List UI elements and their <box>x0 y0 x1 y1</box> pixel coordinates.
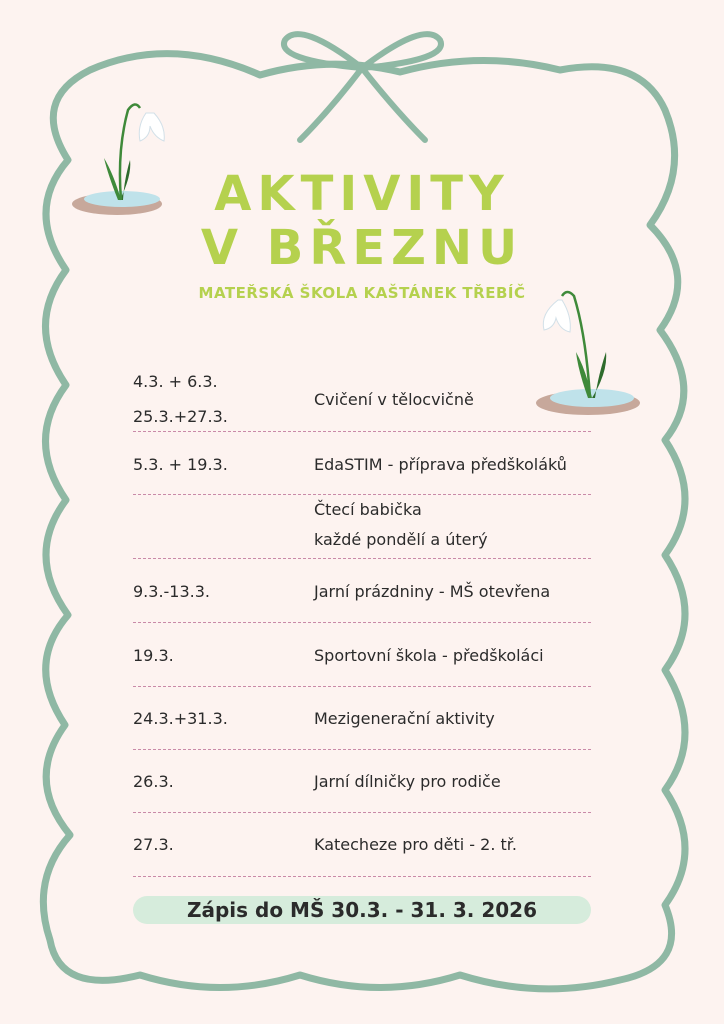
row-activity: Sportovní škola - předškoláci <box>314 646 544 665</box>
row-date: 5.3. + 19.3. <box>133 455 228 474</box>
divider <box>133 749 591 750</box>
page-title-line-2: V BŘEZNU <box>200 220 524 276</box>
divider <box>133 876 591 877</box>
row-activity: Čtecí babička <box>314 500 422 519</box>
row-date: 26.3. <box>133 772 174 791</box>
divider <box>133 622 591 623</box>
row-date: 24.3.+31.3. <box>133 709 228 728</box>
divider <box>133 558 591 559</box>
row-activity: Jarní dílničky pro rodiče <box>314 772 501 791</box>
page-title: AKTIVITY <box>214 166 510 222</box>
snowdrop-icon <box>536 292 640 415</box>
row-date: 4.3. + 6.3. <box>133 372 218 391</box>
row-activity: Katecheze pro děti - 2. tř. <box>314 835 517 854</box>
row-date: 9.3.-13.3. <box>133 582 211 601</box>
divider <box>133 431 591 432</box>
row-activity-detail: každé pondělí a úterý <box>314 530 488 549</box>
row-date: 25.3.+27.3. <box>133 407 228 426</box>
row-activity: EdaSTIM - příprava předškoláků <box>314 455 567 474</box>
row-activity: Jarní prázdniny - MŠ otevřena <box>314 582 551 601</box>
enrollment-badge: Zápis do MŠ 30.3. - 31. 3. 2026 <box>133 896 591 924</box>
school-name: MATEŘSKÁ ŠKOLA KAŠTÁNEK TŘEBÍČ <box>198 284 526 302</box>
row-activity: Cvičení v tělocvičně <box>314 390 474 409</box>
bow-icon <box>284 34 441 140</box>
row-date: 19.3. <box>133 646 174 665</box>
row-date: 27.3. <box>133 835 174 854</box>
divider <box>133 686 591 687</box>
divider <box>133 494 591 495</box>
row-activity: Mezigenerační aktivity <box>314 709 495 728</box>
divider <box>133 812 591 813</box>
